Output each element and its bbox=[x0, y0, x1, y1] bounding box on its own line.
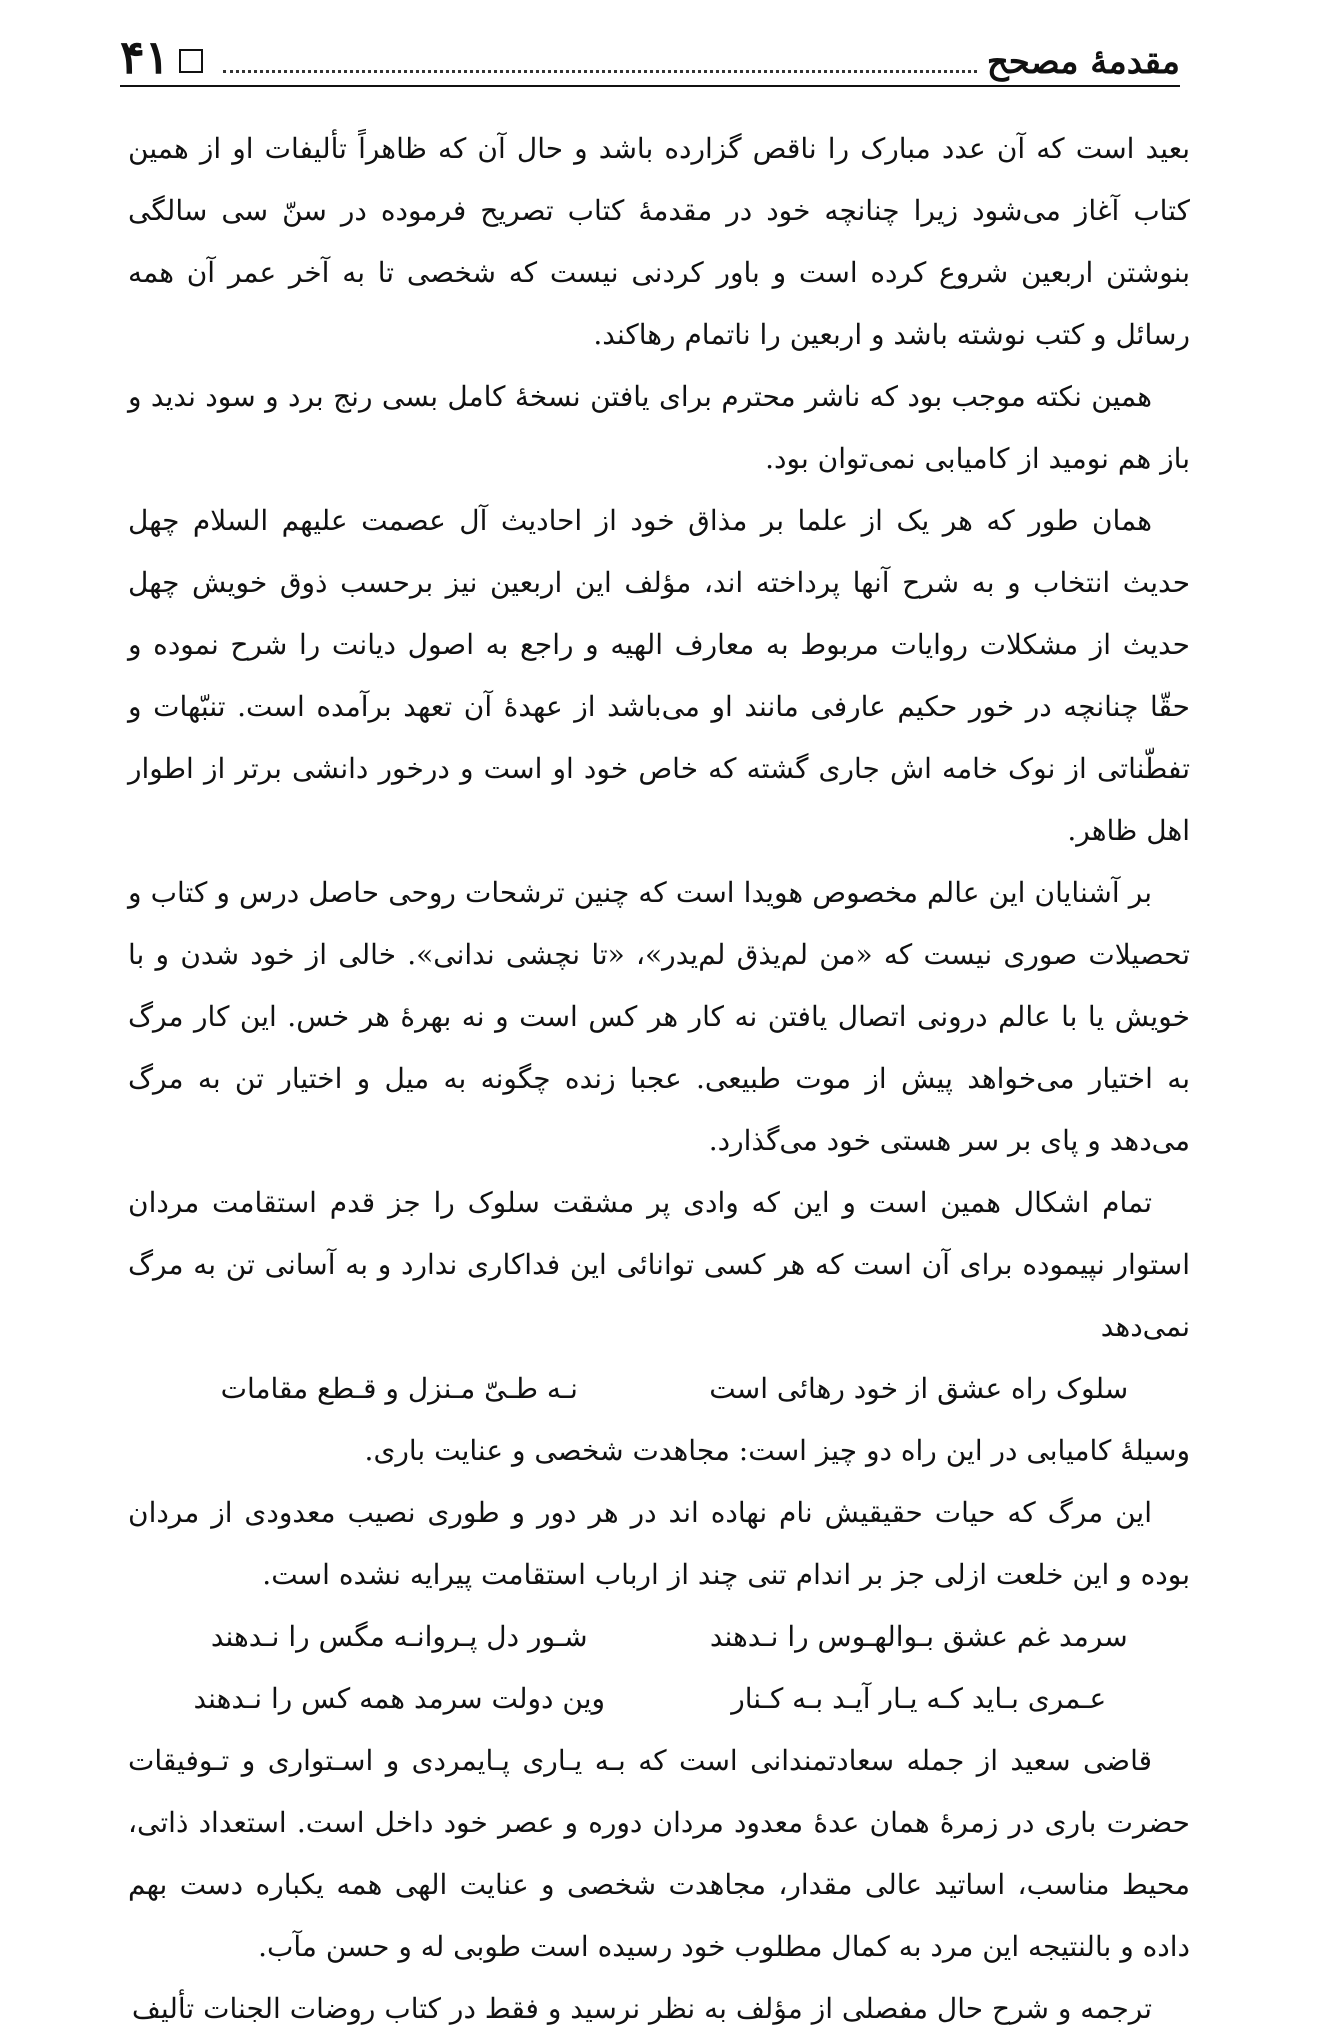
verse-hemistich-left: نـه طـیّ مـنزل و قـطع مقامات bbox=[220, 1372, 578, 1405]
page-number: ۴۱ bbox=[120, 30, 170, 84]
paragraph: ترجمه و شرح حال مفصلی از مؤلف به نظر نرسید و فقط در کتاب روضات الجنات تألیف bbox=[131, 1992, 1152, 2025]
verse-hemistich-right: سرمد غم عشق بـوالهـوس را نـدهند bbox=[709, 1620, 1128, 1653]
paragraph: بر آشنایان این عالم مخصوص هویدا است که چنین ترشحات روحی حاصل درس و کتاب و تحصیلات صوری نیست که «من لم‌یذق لم‌یدر»، «تا نچشی ندانی». خالی از خود شدن و با خویش یا با عالم درونی اتصال یافتن نه کار هر کس است و نه بهرۀ هر خس. این کار مرگ به اختیار می‌خواهد پیش از موت طبیعی. عجبا زنده چگونه به میل و اختیار تن به مرگ می‌دهد و پای بر سر هستی خود می‌گذارد. bbox=[128, 876, 1190, 1157]
paragraph: همین نکته موجب بود که ناشر محترم برای یافتن نسخۀ کامل بسی رنج برد و سود ندید و باز هم نومید از کامیابی نمی‌توان بود. bbox=[128, 380, 1190, 475]
leader-dots bbox=[223, 69, 976, 73]
paragraph: همان طور که هر یک از علما بر مذاق خود از احادیث آل عصمت علیهم السلام چهل حدیث انتخاب و به شرح آنها پرداخته اند، مؤلف این اربعین نیز برحسب ذوق خویش چهل حدیث از مشکلات روایات مربوط به معارف الهیه و راجع به اصول دیانت را شرح نموده و حقّا چنانچه در خور حکیم عارفی مانند او می‌باشد از عهدۀ آن تعهد برآمده است. تنبّهات و تفطّناتی از نوک خامه اش جاری گشته که خاص خود او است و درخور دانشی برتر از اطوار اهل ظاهر. bbox=[128, 504, 1191, 847]
paragraph: قاضی سعید از جمله سعادتمندانی است که بـه یـاری پـایمردی و اسـتواری و تـوفیقات حضرت باری در زمرۀ همان عدۀ معدود مردان دوره و عصر خود داخل است. استعداد ذاتی، محیط مناسب، اساتید عالی مقدار، مجاهدت شخصی و عنایت الهی همه یکباره دست بهم داده و بالنتیجه این مرد به کمال مطلوب خود رسیده است طوبی له و حسن مآب. bbox=[128, 1744, 1190, 1963]
verse-couplet bbox=[128, 1668, 1190, 1730]
paragraph: وسیلۀ کامیابی در این راه دو چیز است: مجاهدت شخصی و عنایت باری. bbox=[364, 1434, 1190, 1467]
verse-hemistich-right: سلوک راه عشق از خود رهائی است bbox=[709, 1372, 1129, 1405]
square-ornament-icon bbox=[179, 49, 203, 73]
paragraph: بعید است که آن عدد مبارک را ناقص گزارده باشد و حال آن که ظاهراً تألیفات او از همین کتاب آغاز می‌شود زیرا چنانچه خود در مقدمۀ کتاب تصریح فرموده در سنّ سی سالگی بنوشتن اربعین شروع کرده است و باور کردنی نیست که شخصی تا به آخر عمر آن همه رسائل و کتب نوشته باشد و اربعین را ناتمام رهاکند. bbox=[128, 132, 1190, 351]
paragraph: تمام اشکال همین است و این که وادی پر مشقت سلوک را جز قدم استقامت مردان استوار نپیموده برای آن است که هر کسی توانائی این فداکاری ندارد و به آسانی تن به مرگ نمی‌دهد bbox=[128, 1186, 1190, 1343]
page-header bbox=[120, 30, 1180, 86]
verse-couplet bbox=[128, 1358, 1190, 1420]
body-text bbox=[128, 118, 1190, 2040]
header-rule bbox=[120, 85, 1180, 87]
paragraph: این مرگ که حیات حقیقیش نام نهاده اند در هر دور و طوری نصیب معدودی از مردان بوده و این خلعت ازلی جز بر اندام تنی چند از ارباب استقامت پیرایه نشده است. bbox=[128, 1496, 1190, 1591]
verse-hemistich-left: وین دولت سرمد همه کس را نـدهند bbox=[193, 1682, 606, 1715]
verse-hemistich-left: شـور دل پـروانـه مگس را نـدهند bbox=[210, 1620, 588, 1653]
running-title: مقدمۀ مصحح bbox=[986, 42, 1180, 82]
verse-hemistich-right: عـمری بـاید کـه یـار آیـد بـه کـنار bbox=[731, 1682, 1107, 1715]
verse-couplet bbox=[128, 1606, 1190, 1668]
